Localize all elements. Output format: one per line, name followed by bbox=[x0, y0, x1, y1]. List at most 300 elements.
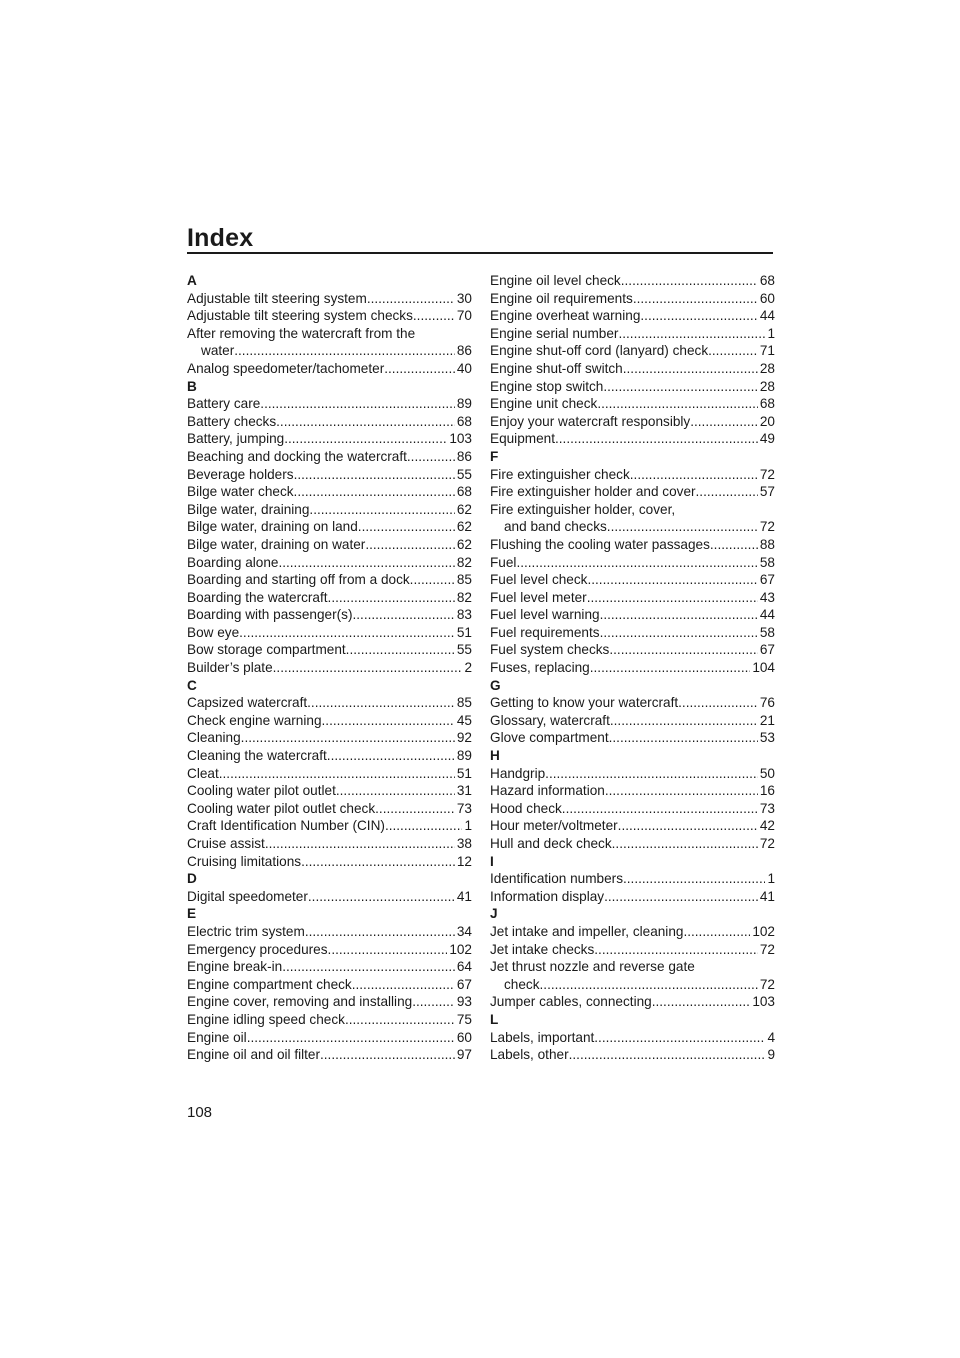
index-entry-page: 72 bbox=[759, 976, 775, 992]
index-entry-title: Cleat bbox=[187, 765, 219, 781]
dot-leader bbox=[320, 1046, 455, 1064]
index-entry-title: Bow eye bbox=[187, 624, 240, 640]
index-entry-page: 31 bbox=[456, 783, 472, 799]
dot-leader bbox=[410, 571, 455, 589]
dot-leader bbox=[604, 888, 758, 906]
dot-leader bbox=[301, 853, 455, 871]
index-entry-page: 62 bbox=[456, 501, 472, 517]
index-entry-page: 62 bbox=[456, 536, 472, 552]
index-entry-page: 1 bbox=[767, 325, 775, 341]
index-entry-title: Check engine warning bbox=[187, 712, 322, 728]
index-entry bbox=[490, 958, 775, 993]
index-entry-page: 58 bbox=[759, 624, 775, 640]
dot-leader bbox=[327, 747, 455, 765]
index-entry-title: Engine serial number bbox=[490, 325, 619, 341]
index-entry bbox=[490, 342, 775, 360]
index-entry-title: Bow storage compartment bbox=[187, 642, 346, 658]
index-entry-title: Engine oil level check bbox=[490, 273, 621, 288]
index-entry bbox=[187, 853, 472, 871]
dot-leader bbox=[384, 360, 455, 378]
index-entry-title: Boarding with passenger(s) bbox=[187, 607, 353, 623]
index-entry-title: Engine stop switch bbox=[490, 378, 604, 394]
index-section-letter: D bbox=[187, 871, 197, 887]
index-entry-continuation bbox=[490, 518, 775, 536]
index-entry bbox=[187, 817, 472, 835]
index-entry-title: Jet intake checks bbox=[490, 941, 595, 957]
index-entry bbox=[490, 571, 775, 589]
index-entry bbox=[490, 589, 775, 607]
index-entry bbox=[187, 413, 472, 431]
index-entry-title: Fire extinguisher holder and cover bbox=[490, 484, 696, 500]
index-entry bbox=[187, 501, 472, 519]
dot-leader bbox=[587, 589, 758, 607]
index-entry bbox=[490, 659, 775, 677]
index-entry-page: 44 bbox=[759, 308, 775, 324]
index-entry bbox=[490, 290, 775, 308]
index-entry-page: 88 bbox=[759, 536, 775, 552]
index-entry bbox=[490, 817, 775, 835]
dot-leader bbox=[609, 729, 758, 747]
index-entry-page: 103 bbox=[752, 994, 775, 1010]
index-entry bbox=[490, 554, 775, 572]
index-entry bbox=[490, 501, 775, 536]
index-entry-title: Engine oil bbox=[187, 1029, 247, 1045]
dot-leader bbox=[621, 272, 758, 290]
index-entry bbox=[187, 589, 472, 607]
index-section-letter: G bbox=[490, 677, 501, 693]
index-entry-title: Engine break-in bbox=[187, 959, 283, 975]
dot-leader bbox=[309, 501, 454, 519]
index-entry bbox=[187, 290, 472, 308]
index-entry-title: Jumper cables, connecting bbox=[490, 994, 652, 1010]
dot-leader bbox=[322, 712, 455, 730]
index-entry-page: 67 bbox=[759, 642, 775, 658]
index-entry-page: 67 bbox=[759, 572, 775, 588]
index-entry-page: 68 bbox=[456, 413, 472, 429]
index-entry bbox=[187, 888, 472, 906]
dot-leader bbox=[284, 430, 447, 448]
index-section-letter: E bbox=[187, 906, 197, 922]
index-section-letter: H bbox=[490, 748, 500, 764]
dot-leader bbox=[346, 641, 455, 659]
index-entry-title: Hour meter/voltmeter bbox=[490, 818, 618, 834]
index-entry-page: 72 bbox=[759, 941, 775, 957]
index-entry-page: 68 bbox=[759, 396, 775, 412]
index-entry bbox=[187, 466, 472, 484]
dot-leader bbox=[413, 307, 455, 325]
index-entry-title: Capsized watercraft bbox=[187, 695, 308, 711]
index-entry-page: 20 bbox=[759, 413, 775, 429]
index-entry-page: 43 bbox=[759, 589, 775, 605]
index-entry-page: 73 bbox=[456, 800, 472, 816]
index-entry bbox=[187, 1011, 472, 1029]
dot-leader bbox=[234, 342, 455, 360]
dot-leader bbox=[239, 624, 455, 642]
index-entry-title: Cruise assist bbox=[187, 836, 265, 851]
index-entry bbox=[187, 923, 472, 941]
dot-leader bbox=[336, 782, 455, 800]
dot-leader bbox=[385, 817, 463, 835]
dot-leader bbox=[282, 958, 455, 976]
index-entry-title: Boarding and starting off from a dock bbox=[187, 572, 410, 588]
index-entry-title: Beverage holders bbox=[187, 466, 294, 482]
dot-leader bbox=[630, 466, 758, 484]
index-entry bbox=[187, 976, 472, 994]
dot-leader bbox=[618, 817, 758, 835]
index-entry bbox=[187, 941, 472, 959]
title-rule bbox=[187, 252, 773, 254]
index-entry bbox=[490, 641, 775, 659]
index-entry bbox=[490, 870, 775, 888]
index-entry-page: 9 bbox=[767, 1047, 775, 1063]
index-entry bbox=[490, 466, 775, 484]
index-column-left bbox=[187, 272, 472, 1064]
dot-leader bbox=[587, 571, 757, 589]
index-entry-page: 67 bbox=[456, 976, 472, 992]
index-entry-title: Hazard information bbox=[490, 783, 605, 799]
index-entry-title: Fuel level warning bbox=[490, 607, 600, 623]
index-entry bbox=[187, 782, 472, 800]
dot-leader bbox=[328, 589, 455, 607]
index-entry-page: 60 bbox=[456, 1029, 472, 1045]
index-entry-page: 45 bbox=[456, 712, 472, 728]
index-entry-title: Bilge water, draining on land bbox=[187, 519, 358, 535]
dot-leader bbox=[569, 1046, 766, 1064]
index-entry bbox=[490, 272, 775, 290]
index-entry-title: Enjoy your watercraft responsibly bbox=[490, 413, 691, 429]
dot-leader bbox=[328, 941, 448, 959]
index-entry-title-continued: check bbox=[504, 976, 540, 992]
index-entry-title: Jet intake and impeller, cleaning bbox=[490, 923, 684, 939]
index-entry-page: 68 bbox=[456, 484, 472, 500]
index-entry-page: 97 bbox=[456, 1047, 472, 1063]
index-entry-title: Fuel level meter bbox=[490, 589, 587, 605]
index-entry-page: 82 bbox=[456, 589, 472, 605]
dot-leader bbox=[696, 483, 758, 501]
index-entry-page: 92 bbox=[456, 730, 472, 746]
dot-leader bbox=[305, 923, 455, 941]
dot-leader bbox=[294, 466, 455, 484]
index-entry-page: 89 bbox=[456, 396, 472, 412]
index-entry-title: Fuel level check bbox=[490, 572, 588, 588]
index-entry-page: 55 bbox=[456, 642, 472, 658]
index-entry-page: 16 bbox=[759, 783, 775, 799]
dot-leader bbox=[516, 554, 757, 572]
index-entry-title: Cruising limitations bbox=[187, 853, 302, 869]
dot-leader bbox=[219, 765, 455, 783]
index-entry-title: Fuel requirements bbox=[490, 624, 600, 640]
page-number: 108 bbox=[187, 1104, 213, 1121]
index-entry-page: 38 bbox=[456, 836, 472, 851]
index-entry-title: Cooling water pilot outlet check bbox=[187, 800, 376, 816]
index-entry-title: Labels, important bbox=[490, 1029, 595, 1045]
dot-leader bbox=[307, 694, 455, 712]
dot-leader bbox=[607, 518, 758, 536]
index-entry bbox=[490, 712, 775, 730]
index-section-letter: A bbox=[187, 273, 197, 288]
index-entry bbox=[490, 993, 775, 1011]
index-entry-title: Engine idling speed check bbox=[187, 1011, 345, 1027]
index-entry-page: 86 bbox=[456, 448, 472, 464]
dot-leader bbox=[407, 448, 455, 466]
index-entry-page: 58 bbox=[759, 554, 775, 570]
index-entry bbox=[187, 659, 472, 677]
index-entry-page: 71 bbox=[759, 343, 775, 359]
index-entry-page: 72 bbox=[759, 466, 775, 482]
dot-leader bbox=[352, 976, 455, 994]
dot-leader bbox=[241, 729, 455, 747]
index-entry-page: 85 bbox=[456, 572, 472, 588]
page-title: Index bbox=[187, 224, 254, 252]
index-entry bbox=[187, 993, 472, 1011]
index-entry-title: Engine shut-off switch bbox=[490, 360, 623, 376]
index-entry-title: Emergency procedures bbox=[187, 941, 328, 957]
dot-leader bbox=[273, 659, 463, 677]
index-entry-title: Hull and deck check bbox=[490, 836, 612, 851]
dot-leader bbox=[708, 342, 758, 360]
index-entry-page: 86 bbox=[456, 343, 472, 359]
index-entry bbox=[187, 395, 472, 413]
index-entry-title-continued: water bbox=[201, 343, 235, 359]
index-entry bbox=[490, 536, 775, 554]
index-entry-title: Fire extinguisher holder, cover, bbox=[490, 501, 676, 517]
dot-leader bbox=[345, 1011, 455, 1029]
dot-leader bbox=[545, 765, 758, 783]
dot-leader bbox=[683, 923, 750, 941]
index-entry-page: 1 bbox=[464, 818, 472, 834]
index-entry-title: Digital speedometer bbox=[187, 888, 308, 904]
index-entry-continuation bbox=[187, 342, 472, 360]
index-entry-page: 53 bbox=[759, 730, 775, 746]
index-entry bbox=[490, 325, 775, 343]
index-entry-title: Analog speedometer/tachometer bbox=[187, 360, 385, 376]
index-entry-page: 50 bbox=[759, 765, 775, 781]
index-entry bbox=[490, 378, 775, 396]
index-entry-page: 83 bbox=[456, 607, 472, 623]
index-entry-title-continued: and band checks bbox=[504, 519, 607, 535]
index-entry-page: 72 bbox=[759, 519, 775, 535]
dot-leader bbox=[710, 536, 758, 554]
index-entry-page: 62 bbox=[456, 519, 472, 535]
index-entry bbox=[490, 1046, 775, 1064]
index-entry bbox=[187, 712, 472, 730]
dot-leader bbox=[265, 835, 455, 853]
index-entry-page: 68 bbox=[759, 273, 775, 288]
dot-leader bbox=[590, 659, 751, 677]
index-entry-continuation bbox=[490, 976, 775, 994]
index-entry bbox=[490, 782, 775, 800]
index-entry-title: Flushing the cooling water passages bbox=[490, 536, 710, 552]
index-entry bbox=[490, 765, 775, 783]
index-entry bbox=[187, 536, 472, 554]
index-entry-title: Bilge water, draining on water bbox=[187, 536, 366, 552]
index-entry-page: 2 bbox=[464, 660, 472, 676]
index-entry-page: 41 bbox=[456, 888, 472, 904]
index-entry bbox=[490, 307, 775, 325]
index-entry-title: Boarding alone bbox=[187, 554, 279, 570]
dot-leader bbox=[365, 536, 455, 554]
dot-leader bbox=[623, 360, 758, 378]
index-entry-title: Cooling water pilot outlet bbox=[187, 783, 336, 799]
index-entry-title: Beaching and docking the watercraft bbox=[187, 448, 407, 464]
index-entry-title: Fuses, replacing bbox=[490, 660, 590, 676]
index-entry bbox=[490, 694, 775, 712]
index-section-letter: J bbox=[490, 906, 498, 922]
dot-leader bbox=[600, 624, 758, 642]
index-entry bbox=[187, 606, 472, 624]
index-entry bbox=[490, 413, 775, 431]
index-entry-title: Adjustable tilt steering system bbox=[187, 290, 367, 306]
dot-leader bbox=[294, 483, 455, 501]
dot-leader bbox=[278, 554, 454, 572]
index-column-right bbox=[490, 272, 775, 1064]
dot-leader bbox=[540, 976, 758, 994]
index-entry-page: 34 bbox=[456, 923, 472, 939]
index-entry-title: Cleaning bbox=[187, 730, 241, 746]
dot-leader bbox=[594, 941, 758, 959]
dot-leader bbox=[358, 518, 455, 536]
dot-leader bbox=[562, 800, 758, 818]
index-entry-page: 42 bbox=[759, 818, 775, 834]
index-entry bbox=[490, 395, 775, 413]
index-entry bbox=[187, 641, 472, 659]
index-entry-page: 76 bbox=[759, 695, 775, 711]
dot-leader bbox=[633, 290, 758, 308]
index-section-letter: F bbox=[490, 448, 499, 464]
index-entry-page: 75 bbox=[456, 1011, 472, 1027]
index-entry-title: Builder’s plate bbox=[187, 660, 273, 676]
index-entry bbox=[187, 483, 472, 501]
index-entry-page: 49 bbox=[759, 431, 775, 447]
index-entry bbox=[187, 765, 472, 783]
index-entry-title: Information display bbox=[490, 888, 605, 904]
index-entry-page: 72 bbox=[759, 836, 775, 851]
index-entry-page: 73 bbox=[759, 800, 775, 816]
index-section-letter: C bbox=[187, 677, 197, 693]
index-entry bbox=[490, 729, 775, 747]
index-entry-title: Labels, other bbox=[490, 1047, 569, 1063]
index-entry bbox=[187, 307, 472, 325]
index-entry-title: Engine shut-off cord (lanyard) check bbox=[490, 343, 709, 359]
index-entry bbox=[187, 800, 472, 818]
index-entry bbox=[490, 483, 775, 501]
index-entry-page: 51 bbox=[456, 765, 472, 781]
index-entry-page: 28 bbox=[759, 378, 775, 394]
dot-leader bbox=[609, 641, 758, 659]
index-entry-page: 82 bbox=[456, 554, 472, 570]
index-entry bbox=[187, 1046, 472, 1064]
index-entry bbox=[187, 571, 472, 589]
index-entry-page: 103 bbox=[449, 431, 472, 447]
index-entry bbox=[490, 360, 775, 378]
dot-leader bbox=[678, 694, 758, 712]
dot-leader bbox=[594, 1029, 765, 1047]
dot-leader bbox=[276, 413, 455, 431]
dot-leader bbox=[367, 290, 455, 308]
index-entry bbox=[187, 430, 472, 448]
index-section-letter: B bbox=[187, 378, 197, 394]
dot-leader bbox=[247, 1029, 455, 1047]
index-entry bbox=[187, 835, 472, 853]
dot-leader bbox=[618, 325, 765, 343]
dot-leader bbox=[260, 395, 455, 413]
index-entry bbox=[490, 800, 775, 818]
index-entry bbox=[187, 360, 472, 378]
dot-leader bbox=[612, 835, 758, 853]
dot-leader bbox=[603, 378, 758, 396]
dot-leader bbox=[412, 993, 455, 1011]
index-entry-page: 51 bbox=[456, 624, 472, 640]
dot-leader bbox=[600, 606, 758, 624]
dot-leader bbox=[610, 712, 758, 730]
index-entry-page: 102 bbox=[449, 941, 472, 957]
index-entry-page: 55 bbox=[456, 466, 472, 482]
index-entry-title: Engine unit check bbox=[490, 396, 598, 412]
index-entry bbox=[490, 606, 775, 624]
index-entry-title: Engine oil and oil filter bbox=[187, 1047, 320, 1063]
index-entry bbox=[187, 1029, 472, 1047]
index-entry bbox=[187, 554, 472, 572]
index-entry bbox=[490, 624, 775, 642]
index-entry-title: Handgrip bbox=[490, 765, 546, 781]
index-entry-title: Boarding the watercraft bbox=[187, 589, 328, 605]
index-entry-title: Battery checks bbox=[187, 413, 277, 429]
index-entry-page: 104 bbox=[752, 660, 775, 676]
index-entry-page: 102 bbox=[752, 923, 775, 939]
index-entry-title: Glossary, watercraft bbox=[490, 712, 610, 728]
dot-leader bbox=[690, 413, 758, 431]
index-entry-title: After removing the watercraft from the bbox=[187, 325, 416, 341]
index-entry-page: 41 bbox=[759, 888, 775, 904]
dot-leader bbox=[640, 307, 757, 325]
index-entry-title: Engine oil requirements bbox=[490, 290, 633, 306]
dot-leader bbox=[652, 993, 751, 1011]
dot-leader bbox=[375, 800, 455, 818]
index-entry bbox=[187, 694, 472, 712]
index-entry bbox=[187, 958, 472, 976]
index-entry bbox=[490, 835, 775, 853]
dot-leader bbox=[352, 606, 454, 624]
dot-leader bbox=[597, 395, 758, 413]
index-entry-title: Engine overheat warning bbox=[490, 308, 641, 324]
index-entry-page: 70 bbox=[456, 308, 472, 324]
index-entry-page: 64 bbox=[456, 959, 472, 975]
index-entry bbox=[187, 518, 472, 536]
index-entry-title: Getting to know your watercraft bbox=[490, 695, 679, 711]
index-entry-page: 1 bbox=[767, 871, 775, 887]
index-section-letter: I bbox=[490, 853, 494, 869]
index-entry-title: Fuel system checks bbox=[490, 642, 610, 658]
index-entry bbox=[187, 448, 472, 466]
index-entry-title: Electric trim system bbox=[187, 923, 305, 939]
index-entry-title: Engine compartment check bbox=[187, 976, 352, 992]
index-entry bbox=[490, 1029, 775, 1047]
index-entry-title: Battery care bbox=[187, 396, 261, 412]
index-entry-title: Bilge water, draining bbox=[187, 501, 310, 517]
index-entry-title: Glove compartment bbox=[490, 730, 609, 746]
index-entry-title: Fire extinguisher check bbox=[490, 466, 630, 482]
index-entry-page: 44 bbox=[759, 607, 775, 623]
index-entry-title: Hood check bbox=[490, 800, 562, 816]
index-entry-title: Fuel bbox=[490, 554, 517, 570]
dot-leader bbox=[605, 782, 758, 800]
index-entry-page: 28 bbox=[759, 360, 775, 376]
index-entry-title: Identification numbers bbox=[490, 871, 623, 887]
index-entry bbox=[187, 624, 472, 642]
index-entry-page: 30 bbox=[456, 290, 472, 306]
index-entry-title: Equipment bbox=[490, 431, 555, 447]
index-entry-page: 57 bbox=[759, 484, 775, 500]
